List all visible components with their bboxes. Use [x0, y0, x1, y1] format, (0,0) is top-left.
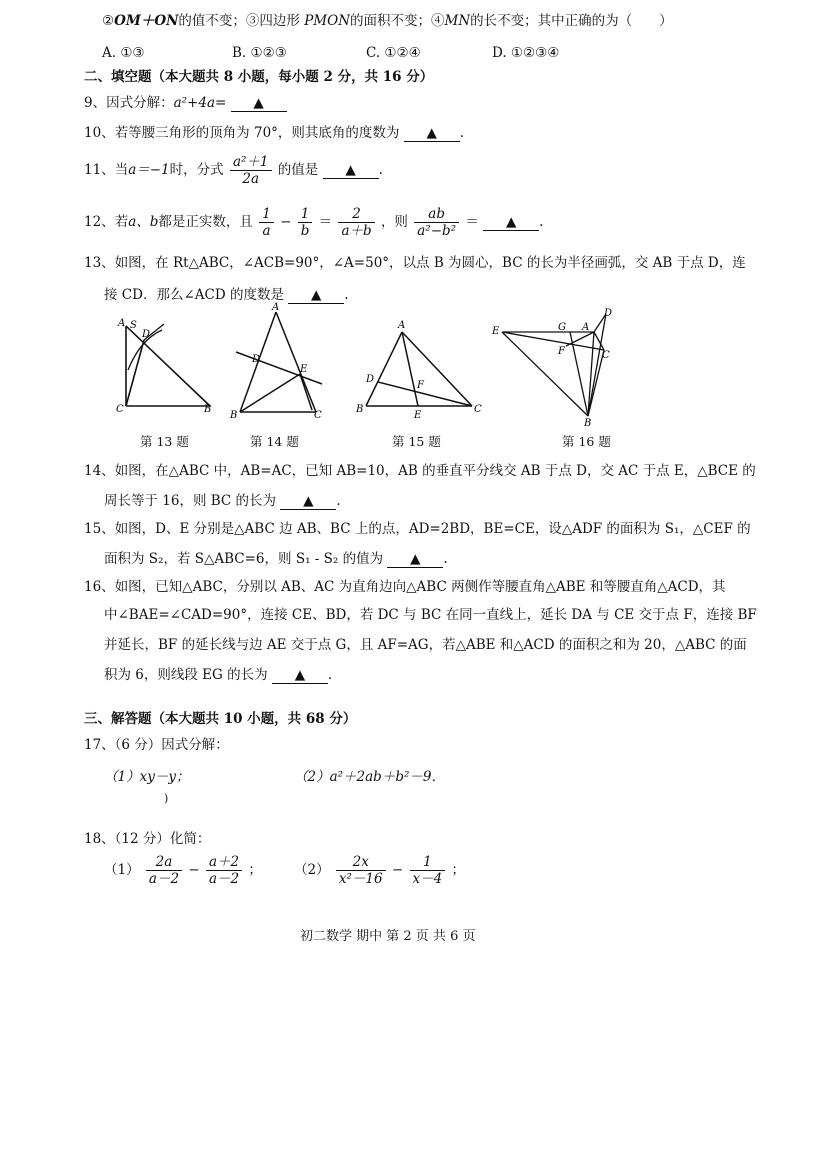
fig14-label-b: B [230, 410, 238, 421]
question-18-head: 18、（12 分）化简： [84, 831, 211, 847]
answer-blank: ▲ [323, 162, 379, 179]
answer-blank: ▲ [280, 493, 336, 510]
caption-fig14: 第 14 题 [250, 434, 299, 449]
fig15-label-b: B [356, 404, 364, 415]
fig16-label-c: C [602, 350, 610, 361]
question-10: 10、若等腰三角形的顶角为 70°，则其底角的度数为 ▲ . [84, 125, 465, 141]
caption-fig15: 第 15 题 [392, 434, 441, 449]
fig13-label-d: D [142, 329, 151, 340]
question-15-line1: 15、如图，D、E 分别是△ABC 边 AB、BC 上的点，AD=2BD，BE=CE，设△ADF 的面积为 S₁，△CEF 的 [84, 521, 751, 537]
answer-blank: ▲ [483, 214, 539, 231]
fig13-label-b: B [204, 404, 212, 415]
fraction: $\frac{\text{a²＋1}}{2a}$ [230, 154, 272, 187]
fig16-label-g: G [558, 322, 566, 333]
question-13-line2: 接 CD．那么∠ACD 的度数是 ▲ . [104, 287, 349, 303]
figure-15 [366, 332, 472, 406]
fig15-label-d: D [366, 374, 375, 385]
question-13-line1: 13、如图，在 Rt△ABC，∠ACB=90°，∠A=50°，以点 B 为圆心，BC 的长为半径画弧，交 AB 于点 D，连 [84, 255, 746, 271]
fig13-label-c: C [116, 404, 124, 415]
answer-blank: ▲ [387, 551, 443, 568]
answer-blank: ▲ [288, 287, 344, 304]
question-18-part2: （2） $\frac{2x}{\text{x²－16}}$ − $\frac{1}{x-4}$ ； [294, 854, 466, 887]
question-17-part1: （1）xy－y； [104, 769, 190, 785]
question-12: 12、若a、b都是正实数，且 $\frac{1}{a}$ − $\frac{1}{b}$ ＝ $\frac{2}{a+b}$ ，则 $\frac{ab}{\text{a²−b²}}$ ＝ ▲ . [84, 206, 544, 239]
question-11: 11、当a＝−1时，分式 $\frac{\text{a²＋1}}{2a}$ 的值是 ▲ . [84, 154, 383, 187]
fig15-label-e: E [414, 410, 422, 421]
caption-fig13: 第 13 题 [140, 434, 189, 449]
figures-row [100, 300, 660, 432]
fig13-label-a: A [118, 318, 126, 329]
question-16-line4: 积为 6，则线段 EG 的长为 ▲ . [104, 667, 333, 683]
question-9: 9、因式分解：a²+4a= ▲ [84, 94, 287, 112]
q8-option-a: A. ①③ [102, 45, 145, 61]
fig16-label-e: E [492, 326, 500, 337]
fig14-label-a: A [272, 302, 280, 313]
answer-blank: ▲ [404, 125, 460, 142]
figure-16 [502, 314, 606, 416]
question-14-line1: 14、如图，在△ABC 中，AB=AC，已知 AB=10，AB 的垂直平分线交 AB 于点 D，交 AC 于点 E，△BCE 的 [84, 463, 756, 479]
page-footer: 初二数学 期中 第 2 页 共 6 页 [300, 929, 476, 944]
caption-fig16: 第 16 题 [562, 434, 611, 449]
question-16-line2: 中∠BAE=∠CAD=90°，连接 CE、BD，若 DC 与 BC 在同一直线上，延长 DA 与 CE 交于点 F，连接 BF [104, 607, 757, 623]
fig16-label-b: B [584, 418, 592, 429]
question-17-head: 17、（6 分）因式分解： [84, 737, 229, 753]
question-17-part2: （2）a²＋2ab＋b²－9． [294, 769, 445, 785]
fig16-label-f: F [558, 346, 565, 357]
fig13-label-s: S [130, 320, 137, 331]
question-18-part1: （1） $\frac{2a}{a-2}$ − $\frac{a+2}{a-2}$ ； [104, 854, 262, 887]
question-16-line3: 并延长，BF 的延长线与边 AE 交于点 G，且 AF=AG，若△ABE 和△ACD 的面积之和为 20，△ABC 的面 [104, 637, 747, 653]
fig16-label-a: A [582, 322, 590, 333]
fig16-label-d: D [604, 308, 613, 319]
q8-option-c: C. ①②④ [366, 45, 421, 61]
question-15-line2: 面积为 S₂，若 S△ABC=6，则 S₁ - S₂ 的值为 ▲ . [104, 551, 448, 567]
q8-option-b: B. ①②③ [232, 45, 287, 61]
question-14-line2: 周长等于 16，则 BC 的长为 ▲ . [104, 493, 341, 509]
figure-14 [236, 312, 322, 412]
fig15-label-f: F [417, 380, 424, 391]
fig14-label-d: D [252, 354, 261, 365]
section-3-title: 三、解答题（本大题共 10 小题，共 68 分） [84, 711, 357, 727]
answer-blank: ▲ [272, 667, 328, 684]
fig15-label-a: A [398, 320, 406, 331]
q8-statement: ②OM＋ON的值不变；③四边形 PMON的面积不变；④MN的长不变；其中正确的为（ ） [102, 13, 673, 29]
figure-13 [126, 324, 210, 406]
fig15-label-c: C [474, 404, 482, 415]
question-17-mark: ) [164, 792, 169, 805]
fig14-label-e: E [300, 364, 308, 375]
section-2-title: 二、填空题（本大题共 8 小题，每小题 2 分，共 16 分） [84, 69, 434, 85]
answer-blank: ▲ [231, 95, 287, 112]
fig14-label-c: C [314, 410, 322, 421]
question-16-line1: 16、如图，已知△ABC，分别以 AB、AC 为直角边向△ABC 两侧作等腰直角△ABE 和等腰直角△ACD，其 [84, 579, 726, 595]
q8-option-d: D. ①②③④ [492, 45, 560, 61]
